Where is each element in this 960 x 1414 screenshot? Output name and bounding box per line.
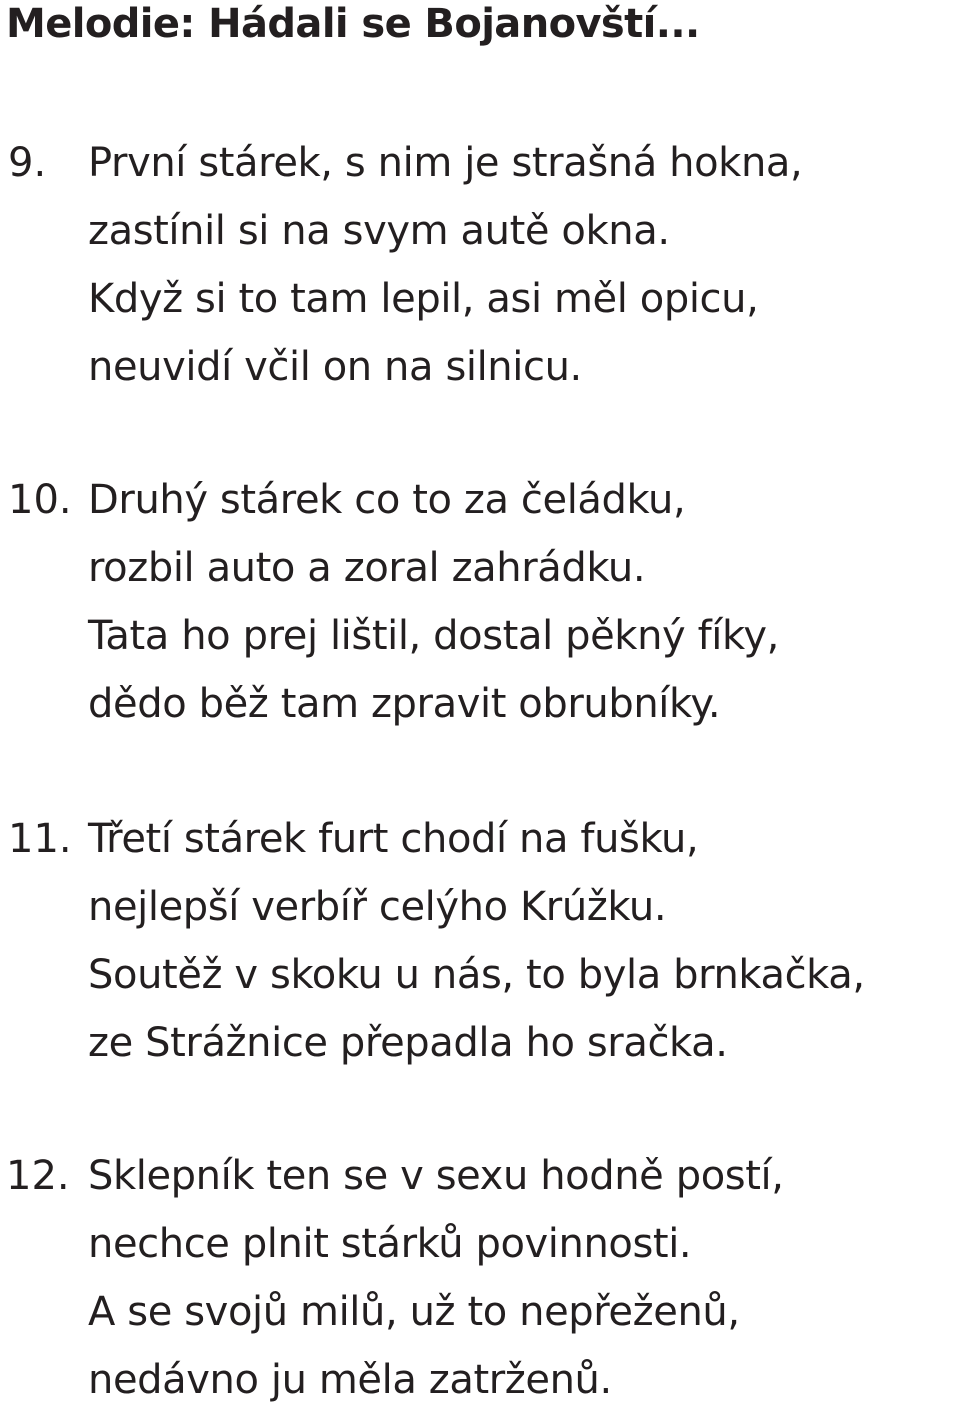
verse-line: Třetí stárek furt chodí na fušku, (88, 816, 699, 862)
verse-lines (88, 129, 960, 401)
verse-lines (88, 805, 960, 1077)
verse-line: Tata ho prej lištil, dostal pěkný fíky, (88, 613, 779, 659)
verse-line: Druhý stárek co to za čeládku, (88, 477, 686, 523)
verse-number: 12. (6, 1153, 70, 1199)
verse-line: zastínil si na svym autě okna. (88, 208, 670, 254)
verse-line: nechce plnit stárků povinnosti. (88, 1221, 692, 1267)
verse-line: První stárek, s nim je strašná hokna, (88, 140, 803, 186)
verse-lines (88, 1142, 960, 1414)
verse-line: Sklepník ten se v sexu hodně postí, (88, 1153, 784, 1199)
verse-line: neuvidí včil on na silnicu. (88, 344, 582, 390)
verse-lines (88, 466, 960, 738)
verse-line: Soutěž v skoku u nás, to byla brnkačka, (88, 952, 865, 998)
verse-line: dědo běž tam zpravit obrubníky. (88, 681, 721, 727)
verse-line: A se svojů milů, už to nepřeženů, (88, 1289, 740, 1335)
page-title: Melodie: Hádali se Bojanovští... (6, 1, 700, 47)
verse-line: rozbil auto a zoral zahrádku. (88, 545, 646, 591)
verse-number: 11. (8, 816, 72, 862)
verse-line: nejlepší verbíř celýho Krúžku. (88, 884, 667, 930)
verse-line: ze Strážnice přepadla ho sračka. (88, 1020, 728, 1066)
verse-number: 9. (8, 140, 47, 186)
verse-number: 10. (8, 477, 72, 523)
verse-line: Když si to tam lepil, asi měl opicu, (88, 276, 759, 322)
verse-line: nedávno ju měla zatrženů. (88, 1357, 612, 1403)
